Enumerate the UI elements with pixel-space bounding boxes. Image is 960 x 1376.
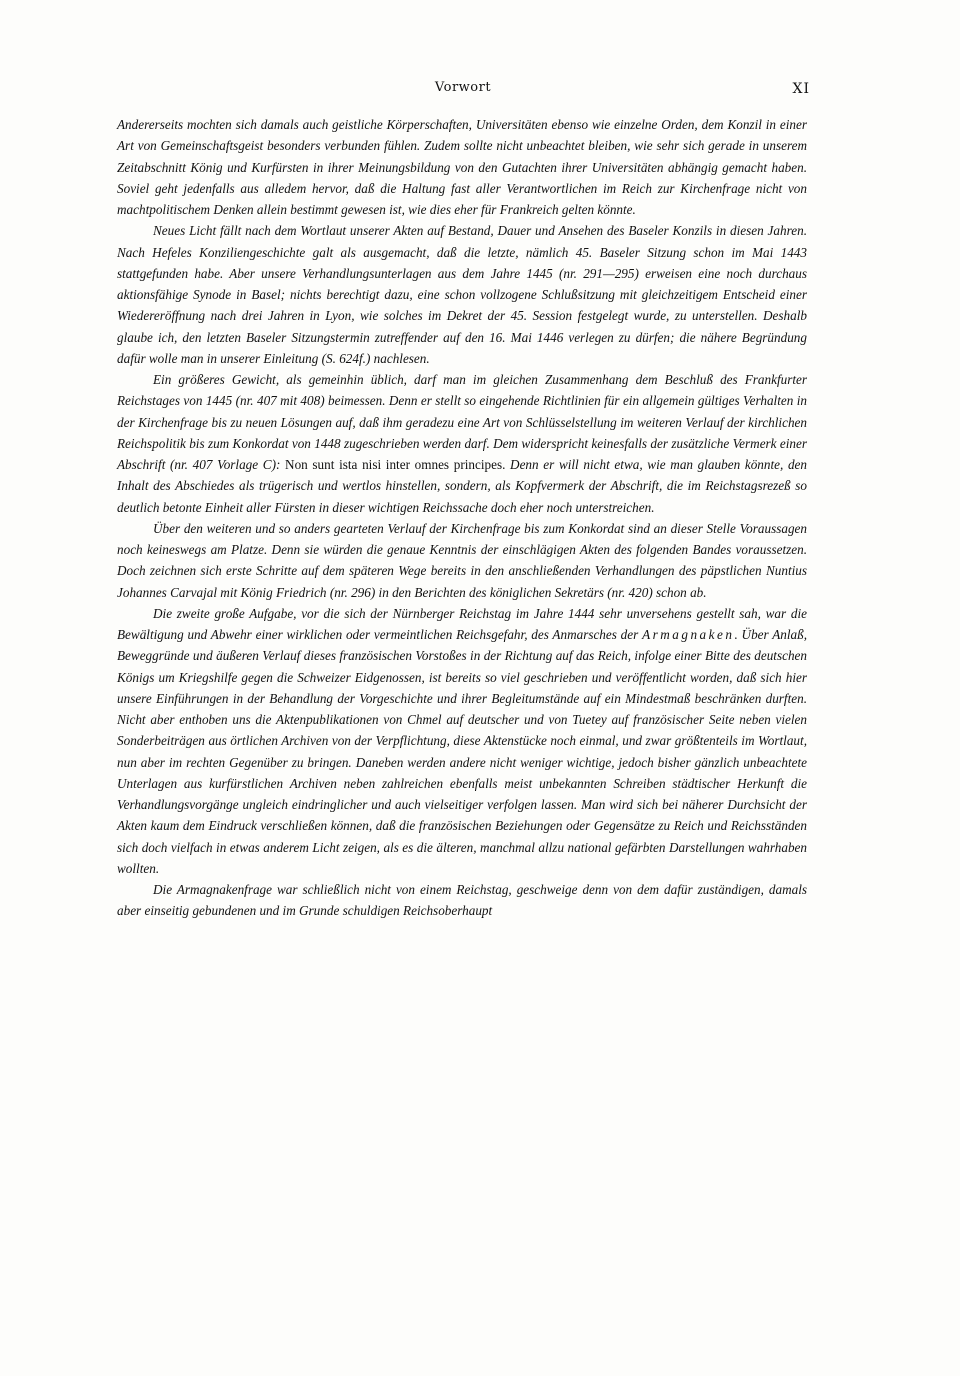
text-segment: Ein größeres Gewicht, als gemeinhin üblich, darf man im gleichen Zusammenhang dem Beschluß des Frankfurter Reichstages von 1445 (nr. 407 mit 408) beimessen. Denn er stellt so eingehende Richtlinien für ein allgemein gültiges Verhalten in der Kirchenfrage bis zu neuen Lösungen auf, daß ihm geradezu eine Art von Schlüsselstellung im weiteren Verlauf der kirchlichen Reichspolitik bis zum Konkordat von 1448 zugeschrieben werden darf. Dem widerspricht keinesfalls der zusätzliche Vermerk einer Abschrift (nr. 407 Vorlage C): xyxy=(117,372,807,472)
text-segment: Die zweite große Aufgabe, vor die sich der Nürnberger Reichstag im Jahre 1444 sehr unversehens gestellt sah, war die Bewältigung und Abwehr einer wirklichen oder vermeintlichen Reichsgefahr, des Anmarsches der xyxy=(117,605,807,642)
text-segment: . Über Anlaß, Beweggründe und äußeren Verlauf dieses französischen Vorstoßes in der Richtung auf das Reich, infolge einer Bitte des deutschen Königs um Kriegshilfe gegen die Schweizer Eidgenossen, ist bereits so viel geschrieben und veröffentlicht worden, daß sich hier unsere Einführungen in der Behandlung der Vorgeschichte und ihrer Begleitumstände auf ein Mindestmaß beschränken durften. Nicht aber enthoben uns die Aktenpublikationen von Chmel auf deutscher und von Tuetey auf französischer Seite neben vielen Sonderbeiträgen aus örtlichen Archiven von der Verpflichtung, diese Aktenstücke noch einmal, und zwar größtenteils im Wortlaut, nun aber im rechten Gegenüber zu bringen. Daneben werden andere nicht weniger wichtige, jedoch bisher gänzlich unbeachtete Unterlagen aus kurfürstlichen Archiven neben zahlreichen ebenfalls meist unbekannten Schreiben städtischer Herkunft die Verhandlungsvorgänge ungleich eindringlicher und auch vielseitiger verfolgen lassen. Man wird sich bei näherer Durchsicht der Akten kaum dem Eindruck verschließen können, daß die französischen Beziehungen oder Gegensätze zu Reich und Reichsständen sich doch vielfach in etwas anderem Licht zeigen, als es die älteren, manchmal allzu national gefärbten Darstellungen wahrhaben wollten. xyxy=(117,627,807,876)
spaced-term: Armagnaken xyxy=(642,627,735,642)
paragraph xyxy=(117,220,807,369)
running-title: Vorwort xyxy=(434,80,492,95)
paragraph xyxy=(117,879,807,922)
page-header xyxy=(118,78,808,102)
text-segment: Andererseits mochten sich damals auch geistliche Körperschaften, Universitäten ebenso wie einzelne Orden, dem Konzil in einer Art von Gemeinschaftsgeist besonders verbunden fühlen. Zudem sollte nicht unbeachtet bleiben, wie sehr sich gerade in unserem Zeitabschnitt König und Kurfürsten in ihrer Meinungsbildung von den Gutachten ihrer Universitäten abhängig gemacht haben. Soviel geht jedenfalls aus alledem hervor, daß die Haltung fast aller Verantwortlichen im Reich zur Kirchenfrage nicht von machtpolitischem Denken allein bestimmt gewesen ist, wie dies eher für Frankreich gelten könnte. xyxy=(117,117,807,217)
paragraph xyxy=(117,114,807,220)
text-segment: Denn er will nicht etwa, wie man glauben könnte, den Inhalt des Abschiedes als trügerisch und wertlos hinstellen, sondern, als Kopfvermerk der Abschrift, die im Reichstagsrezeß so deutlich betonte Einheit aller Fürsten in dieser wichtigen Reichssache doch eher noch unterstreichen. xyxy=(117,457,807,515)
body-text xyxy=(117,114,807,922)
text-segment: Über den weiteren und so anders gearteten Verlauf der Kirchenfrage bis zum Konkordat sind an dieser Stelle Voraussagen noch keineswegs am Platze. Denn sie würden die genaue Kenntnis der einschlägigen Akten des folgenden Bandes voraussetzen. Doch zeichnen sich erste Schritte auf dem späteren Wege bereits in den anschließenden Verhandlungen des päpstlichen Nuntius Johannes Carvajal mit König Friedrich (nr. 296) in den Berichten des königlichen Sekretärs (nr. 420) schon ab. xyxy=(117,520,807,600)
paragraph xyxy=(117,603,807,879)
page-number: XI xyxy=(792,81,810,97)
paragraph xyxy=(117,518,807,603)
text-segment: Neues Licht fällt nach dem Wortlaut unserer Akten auf Bestand, Dauer und Ansehen des Baseler Konzils in diesen Jahren. Nach Hefeles Konziliengeschichte galt als ausgemacht, daß die letzte, nämlich 45. Baseler Sitzung schon im Mai 1443 stattgefunden habe. Aber unsere Verhandlungsunterlagen aus dem Jahre 1445 (nr. 291—295) erweisen eine noch durchaus aktionsfähige Synode in Basel; nichts berechtigt dazu, eine schon vollzogene Schlußsitzung mit gleichzeitigem Entscheid einer Wiedereröffnung nach drei Jahren in Lyon, wie solches im Dekret der 45. Session festgelegt wurde, zu unterstellen. Deshalb glaube ich, den letzten Baseler Sitzungstermin zutreffender auf den 16. Mai 1446 verlegen zu dürfen; die nähere Begründung dafür wolle man in unserer Einleitung (S. 624f.) nachlesen. xyxy=(117,223,807,366)
paragraph xyxy=(117,369,807,518)
text-segment: Die Armagnakenfrage war schließlich nicht von einem Reichstag, geschweige denn von dem dafür zuständigen, damals aber einseitig gebundenen und im Grunde schuldigen Reichsoberhaupt xyxy=(117,882,807,919)
latin-quote: Non sunt ista nisi inter omnes principes. xyxy=(285,457,506,472)
